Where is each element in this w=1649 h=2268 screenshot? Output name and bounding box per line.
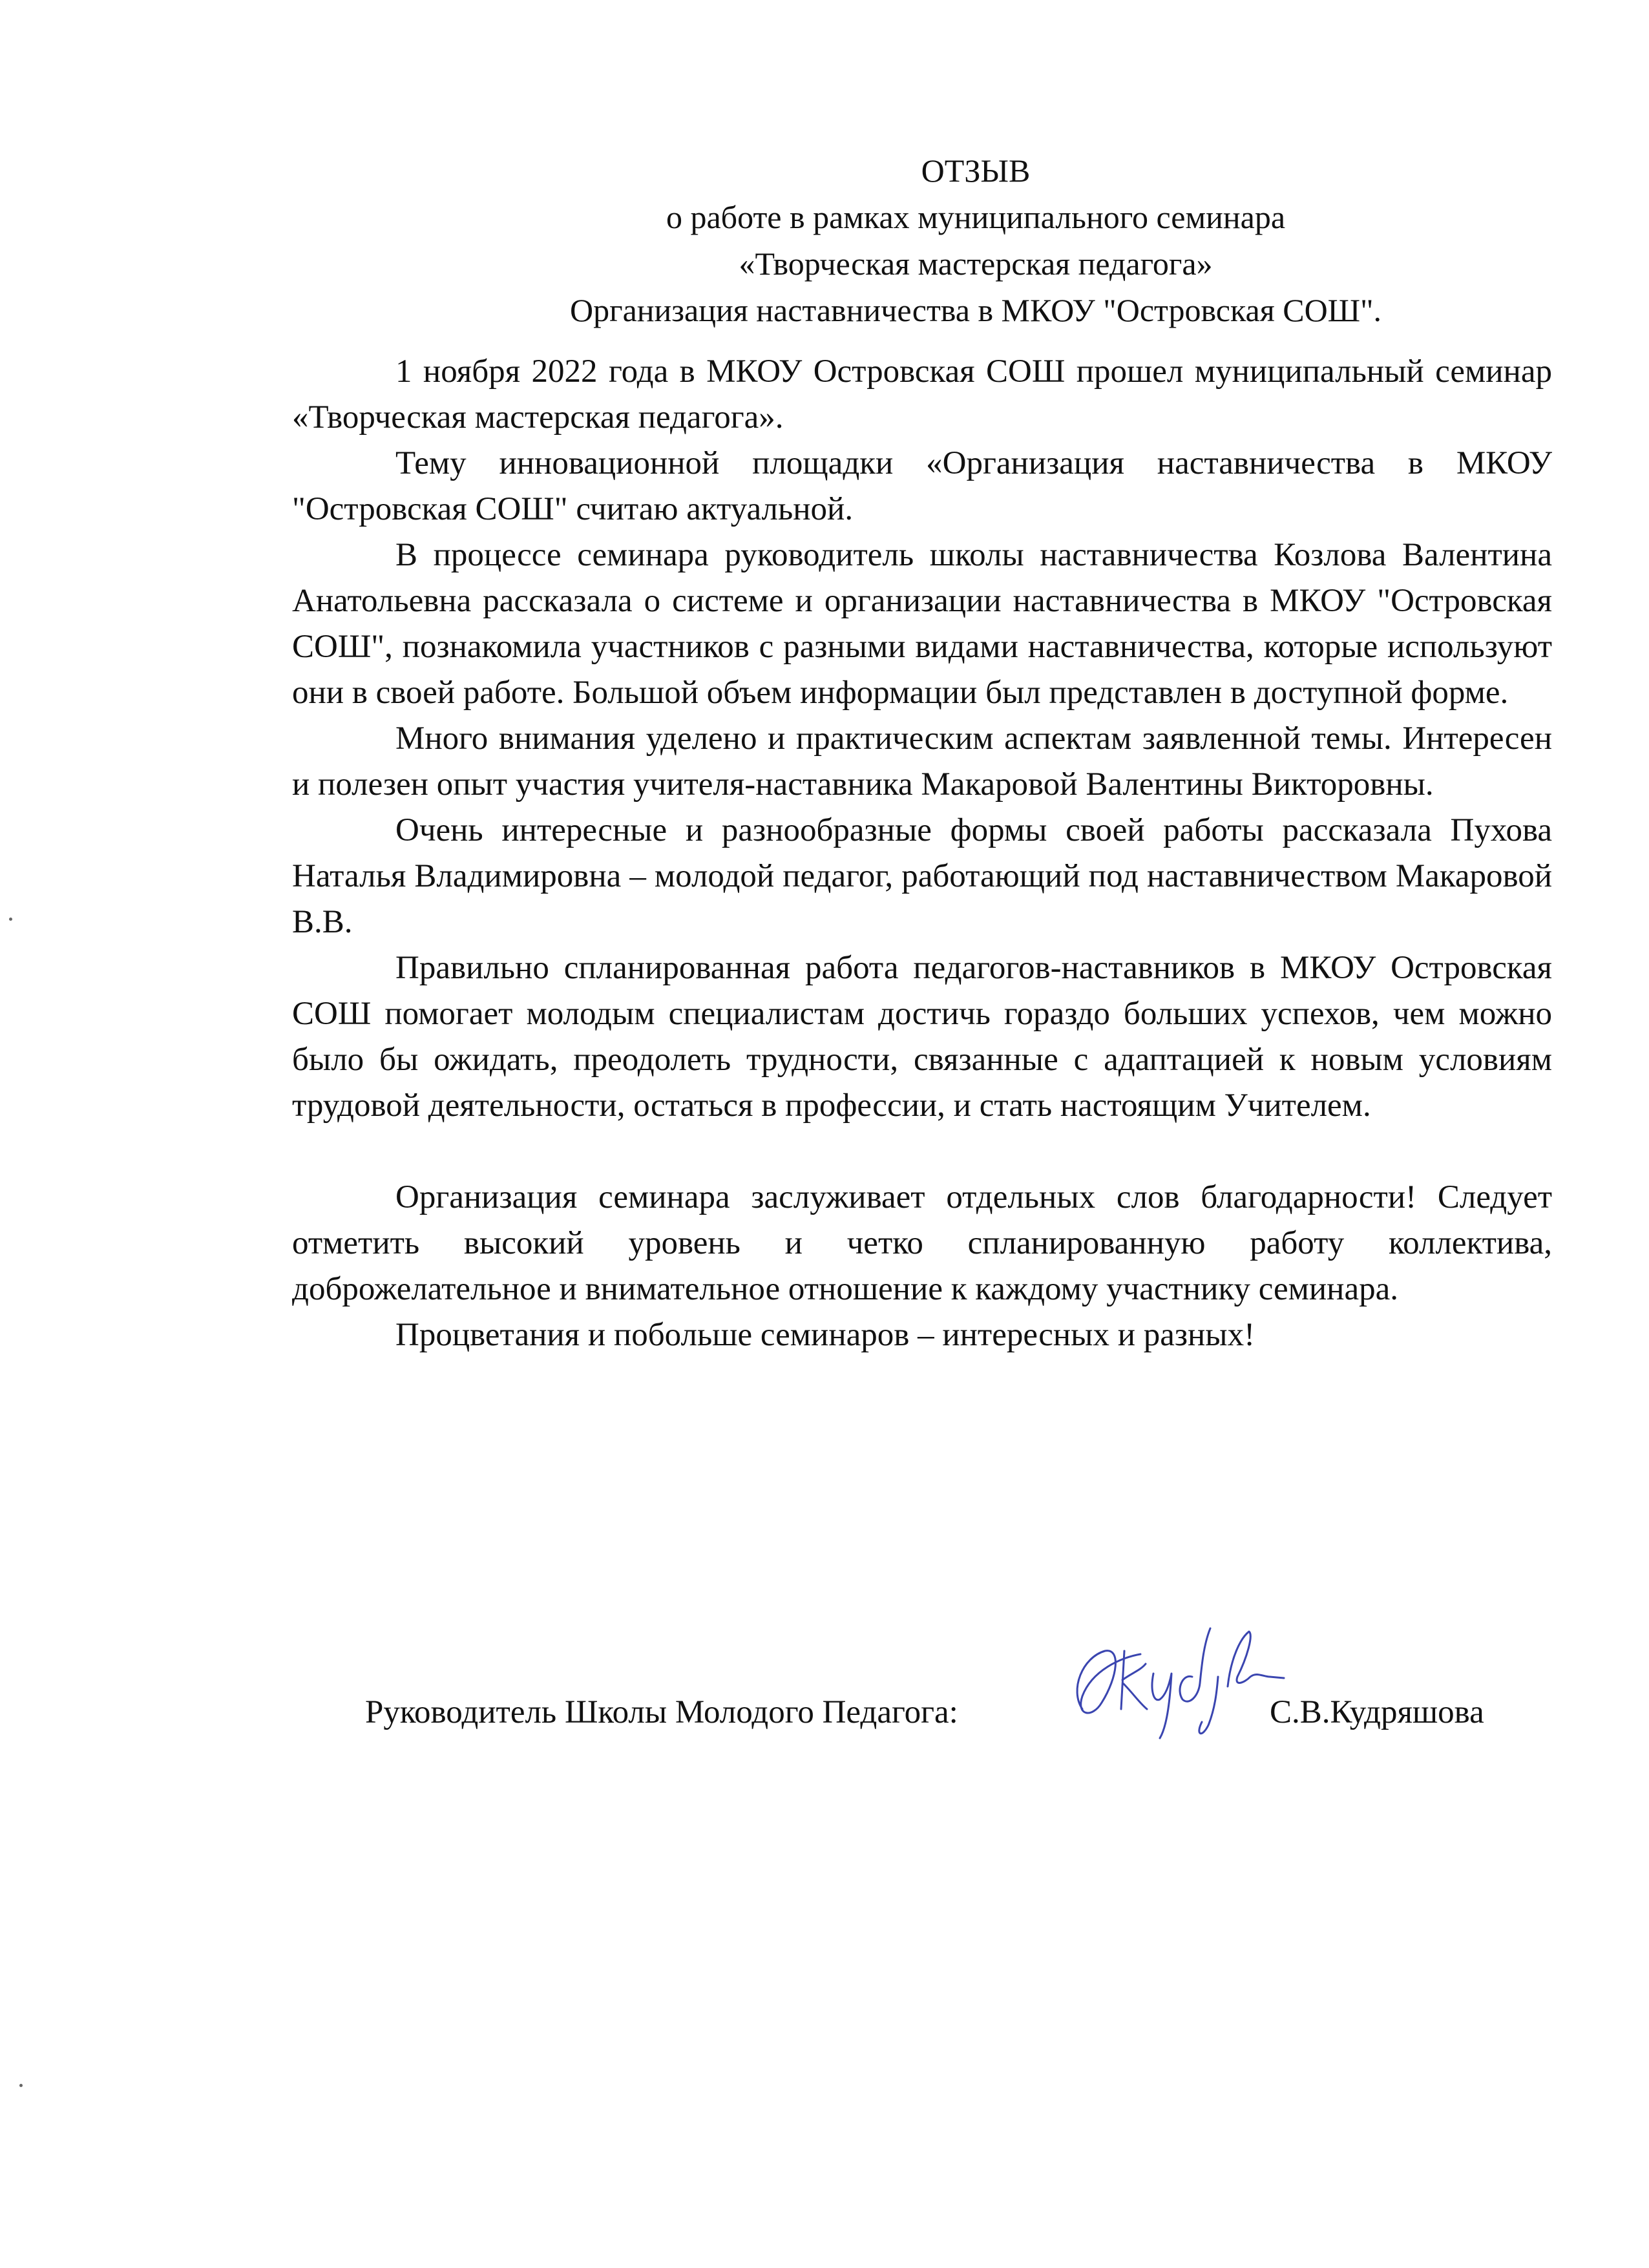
paragraph-process: В процессе семинара руководитель школы наставничества Козлова Валентина Анатольевна рассказала о системе и организации наставничества в МКОУ "Островская СОШ", познакомила участников с разными видами наставничества, которые используют они в своей работе. Большой объем информации был представлен в доступной форме.	[292, 537, 1552, 711]
signatory-role: Руководитель Школы Молодого Педагога:	[365, 1694, 958, 1730]
scan-speck	[19, 2084, 23, 2087]
paragraph-practical: Много внимания уделено и практическим аспектам заявленной темы. Интересен и полезен опыт участия учителя-наставника Макаровой Валентины Викторовны.	[292, 720, 1552, 803]
header-subtitle-line-1: о работе в рамках муниципального семинара	[666, 199, 1286, 235]
document-body	[292, 349, 1552, 1358]
document-title: ОТЗЫВ	[921, 152, 1031, 189]
scan-speck	[9, 918, 12, 921]
paragraph-planning: Правильно спланированная работа педагогов-наставников в МКОУ Островская СОШ помогает молодым специалистам достичь гораздо больших успехов, чем можно было бы ожидать, преодолеть трудности, связанные с адаптацией к новым условиям трудовой деятельности, остаться в профессии, и стать настоящим Учителем.	[292, 950, 1552, 1124]
header-subtitle-line-3: Организация наставничества в МКОУ "Островская СОШ".	[569, 292, 1382, 328]
signatory-name: С.В.Кудряшова	[1270, 1694, 1484, 1730]
header-subtitle-line-2: «Творческая мастерская педагога»	[739, 246, 1213, 282]
paragraph-gratitude: Организация семинара заслуживает отдельных слов благодарности! Следует отметить высокий уровень и четко спланированную работу коллектива, доброжелательное и внимательное отношение к каждому участнику семинара.	[292, 1179, 1552, 1307]
paragraph-wishes: Процветания и побольше семинаров – интересных и разных!	[395, 1317, 1255, 1353]
paragraph-topic: Тему инновационной площадки «Организация наставничества в МКОУ "Островская СОШ" считаю актуальной.	[292, 445, 1552, 527]
paragraph-forms: Очень интересные и разнообразные формы своей работы рассказала Пухова Наталья Владимировна – молодой педагог, работающий под наставничеством Макаровой В.В.	[292, 812, 1552, 940]
handwritten-signature	[1056, 1612, 1289, 1754]
paragraph-seminar-date: 1 ноября 2022 года в МКОУ Островская СОШ прошел муниципальный семинар «Творческая мастерская педагога».	[292, 353, 1552, 436]
document-header	[414, 147, 1538, 333]
